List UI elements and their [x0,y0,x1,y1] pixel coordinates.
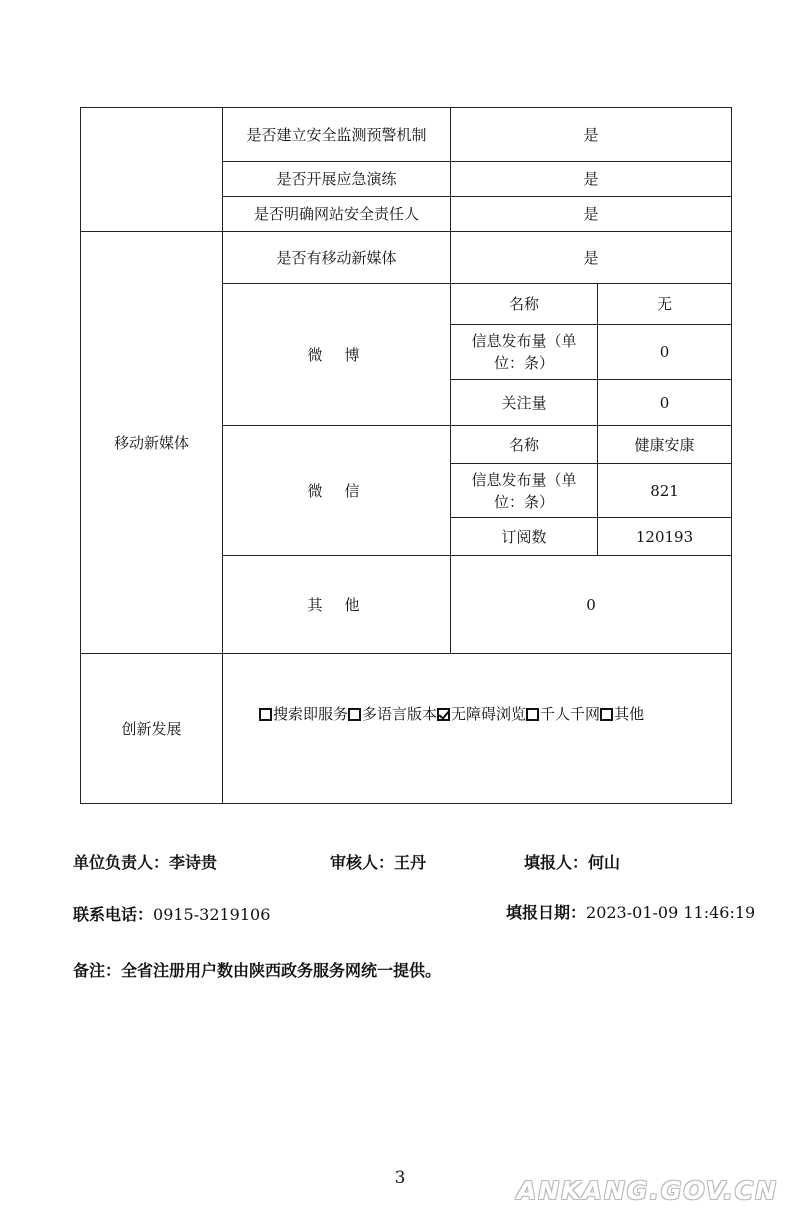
unit-head-value: 李诗贵 [169,853,218,872]
reviewer [330,850,426,873]
security-drill-question: 是否开展应急演练 [223,162,451,197]
weibo-label: 微博 [223,284,451,426]
checkbox-icon[interactable] [526,708,539,721]
footnote: 备注：全省注册用户数由陕西政务服务网统一提供。 [73,961,442,980]
mobile-section-label: 移动新媒体 [81,232,223,654]
innovation-option-label: 其他 [614,704,645,723]
wechat-posts-value: 821 [598,464,732,518]
checkbox-icon[interactable] [600,708,613,721]
fill-date-value: 2023-01-09 11:46:19 [586,903,756,922]
phone [73,902,270,925]
innovation-option-label: 搜索即服务 [273,704,349,723]
checkbox-icon[interactable] [259,708,272,721]
wechat-name-value: 健康安康 [598,426,732,464]
wechat-subs-label: 订阅数 [451,518,598,556]
security-responsible-question: 是否明确网站安全责任人 [223,197,451,232]
phone-label: 联系电话： [73,905,154,924]
other-media-value: 0 [451,556,732,654]
innovation-option-label: 多语言版本 [362,704,438,723]
fill-date-label: 填报日期： [506,903,587,922]
unit-head-label: 单位负责人： [73,853,170,872]
security-warning-question: 是否建立安全监测预警机制 [223,108,451,162]
filler-value: 何山 [588,853,621,872]
report-table [80,107,732,804]
filler-label: 填报人： [524,853,589,872]
innovation-options [223,654,732,804]
weibo-posts-value: 0 [598,325,732,380]
checkbox-icon[interactable] [437,708,450,721]
mobile-has-answer: 是 [451,232,732,284]
mobile-has-question: 是否有移动新媒体 [223,232,451,284]
wechat-posts-label: 信息发布量（单位：条） [451,464,598,518]
innovation-label: 创新发展 [81,654,223,804]
wechat-name-label: 名称 [451,426,598,464]
page-number: 3 [394,1168,406,1188]
site-watermark: ANKANG.GOV.CN [516,1176,778,1205]
section-security-cell [81,108,223,232]
security-warning-answer: 是 [451,108,732,162]
security-drill-answer: 是 [451,162,732,197]
other-media-label: 其他 [223,556,451,654]
weibo-followers-label: 关注量 [451,380,598,426]
innovation-option-label: 无障碍浏览 [451,704,527,723]
reviewer-value: 王丹 [394,853,427,872]
checkbox-icon[interactable] [348,708,361,721]
weibo-posts-label: 信息发布量（单位：条） [451,325,598,380]
security-responsible-answer: 是 [451,197,732,232]
reviewer-label: 审核人： [330,853,395,872]
weibo-followers-value: 0 [598,380,732,426]
wechat-label: 微信 [223,426,451,556]
filler [524,850,620,873]
wechat-subs-value: 120193 [598,518,732,556]
weibo-name-label: 名称 [451,284,598,325]
weibo-name-value: 无 [598,284,732,325]
fill-date [506,900,755,923]
unit-head [73,850,217,873]
innovation-option-label: 千人千网 [540,704,601,723]
phone-value: 0915-3219106 [153,905,271,924]
